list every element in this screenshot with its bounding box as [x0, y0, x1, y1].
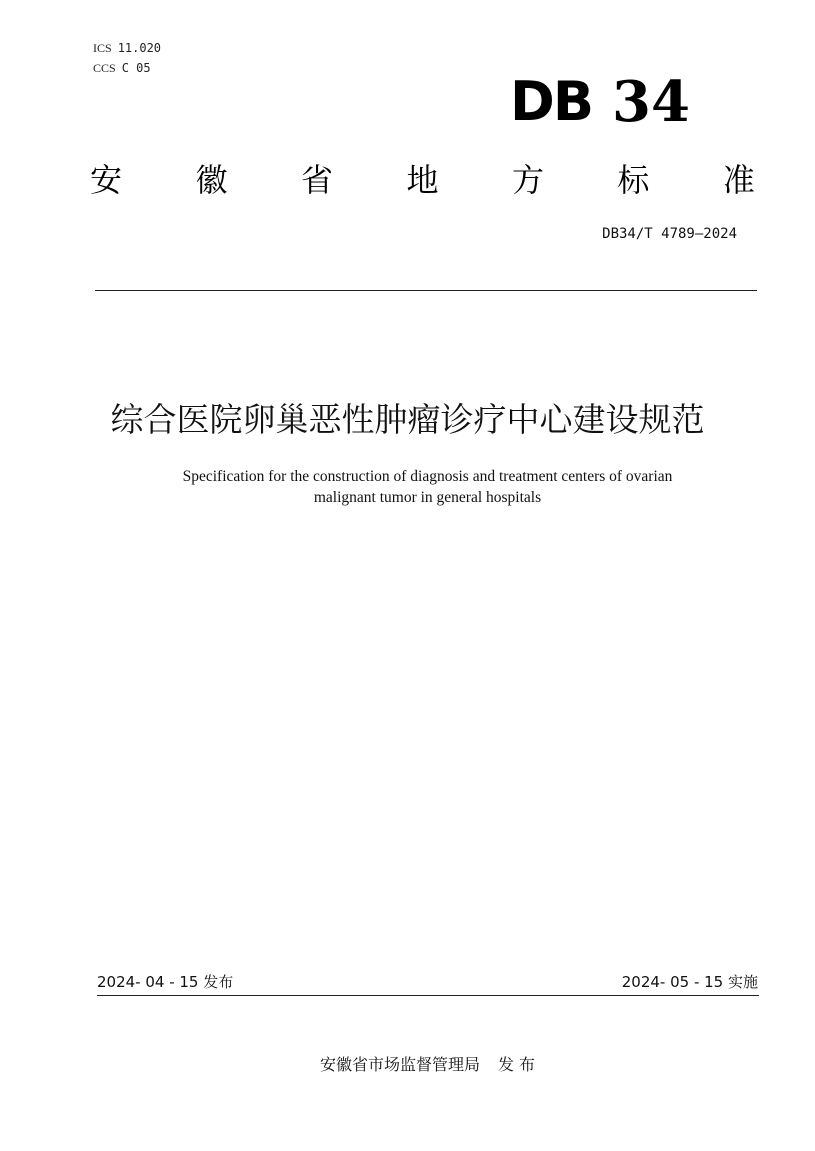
standard-type-char: 标: [617, 161, 650, 199]
issuer-action: 发 布: [497, 1055, 536, 1074]
ics-label: ICS: [93, 41, 112, 55]
issuer-org: 安徽省市场监督管理局: [319, 1055, 480, 1074]
ics-code: [93, 41, 161, 55]
standard-type-char: 安: [90, 161, 123, 199]
standard-type-char: 徽: [195, 161, 228, 199]
implementation-date: 2024- 05 - 15 实施: [621, 973, 758, 991]
standard-type-char: 方: [511, 161, 544, 199]
document-title-en: [100, 466, 755, 508]
standard-type-char: 地: [406, 161, 439, 199]
top-divider: [95, 290, 757, 291]
document-title-zh: 综合医院卵巢恶性肿瘤诊疗中心建设规范: [110, 400, 705, 439]
standard-type-heading: [90, 160, 755, 200]
db34-logo: [510, 69, 710, 135]
standard-type-char: 准: [722, 161, 755, 199]
logo-letters: DB: [510, 70, 592, 133]
release-date: 2024- 04 - 15 发布: [97, 973, 234, 991]
standard-code: DB34/T 4789—2024: [602, 226, 737, 242]
ics-value: 11.020: [117, 41, 162, 55]
issuer: [0, 1054, 815, 1076]
title-en-line: Specification for the construction of diagnosis and treatment centers of ovarian: [182, 468, 673, 485]
ccs-code: [93, 61, 151, 75]
logo-number: 34: [612, 69, 690, 135]
standard-type-char: 省: [300, 161, 333, 199]
ccs-value: C 05: [121, 61, 151, 75]
bottom-divider: [97, 995, 759, 996]
ccs-label: CCS: [93, 61, 116, 75]
title-en-line: malignant tumor in general hospitals: [313, 489, 542, 506]
